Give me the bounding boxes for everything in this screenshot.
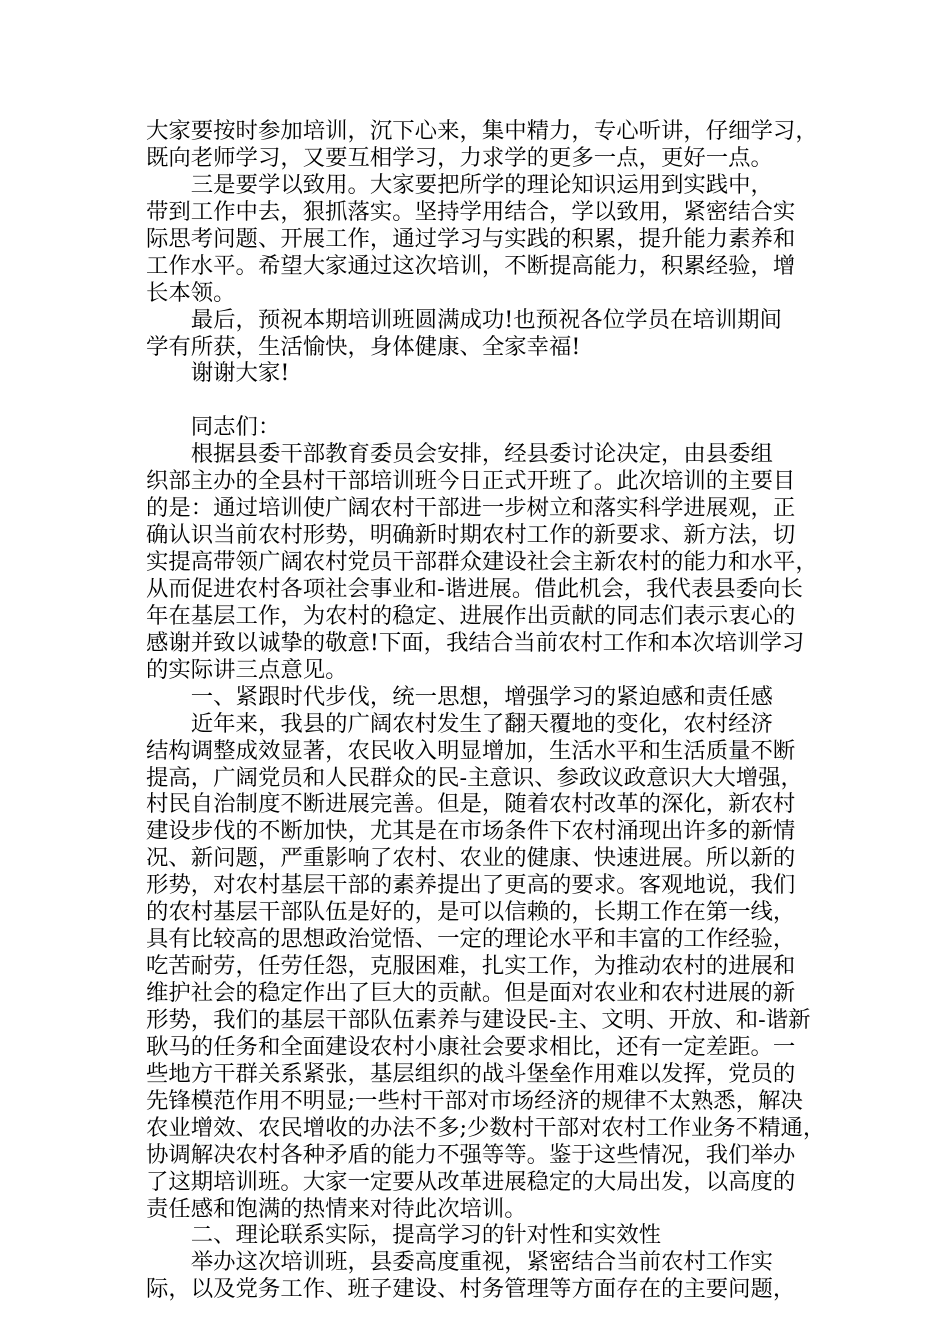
text-line: 最后，预祝本期培训班圆满成功!也预祝各位学员在培训期间 — [146, 306, 782, 333]
text-line: 协调解决农村各种矛盾的能力不强等等。鉴于这些情况，我们举办 — [146, 1141, 796, 1168]
text-line: 带到工作中去，狠抓落实。坚持学用结合，学以致用，紧密结合实 — [146, 198, 796, 225]
text-line: 了这期培训班。大家一定要从改革进展稳定的大局出发，以高度的 — [146, 1168, 796, 1195]
text-line: 际思考问题、开展工作，通过学习与实践的积累，提升能力素养和 — [146, 225, 796, 252]
text-line: 谢谢大家! — [146, 360, 290, 387]
text-line: 耿马的任务和全面建设农村小康社会要求相比，还有一定差距。一 — [146, 1033, 796, 1060]
text-line: 形势，对农村基层干部的素养提出了更高的要求。客观地说，我们 — [146, 872, 796, 899]
text-line: 责任感和饱满的热情来对待此次培训。 — [146, 1195, 527, 1222]
text-line: 维护社会的稳定作出了巨大的贡献。但是面对农业和农村进展的新 — [146, 980, 796, 1006]
text-line: 工作水平。希望大家通过这次培训，不断提高能力，积累经验，增 — [146, 252, 796, 279]
text-line: 的实际讲三点意见。 — [146, 656, 348, 683]
text-line: 确认识当前农村形势，明确新时期农村工作的新要求、新方法，切 — [146, 522, 796, 549]
text-line: 际，以及党务工作、班子建设、村务管理等方面存在的主要问题， — [146, 1276, 796, 1303]
text-line: 先锋模范作用不明显;一些村干部对市场经济的规律不太熟悉，解决 — [146, 1087, 803, 1114]
text-line: 大家要按时参加培训，沉下心来，集中精力，专心听讲，仔细学习， — [146, 118, 818, 144]
text-line: 长本领。 — [146, 279, 236, 306]
text-line: 的农村基层干部队伍是好的，是可以信赖的，长期工作在第一线， — [146, 899, 796, 926]
text-line: 建设步伐的不断加快，尤其是在市场条件下农村涌现出许多的新情 — [146, 818, 796, 845]
text-line: 根据县委干部教育委员会安排，经县委讨论决定，由县委组 — [146, 441, 773, 468]
text-line: 二、理论联系实际，提高学习的针对性和实效性 — [146, 1222, 661, 1249]
text-line: 结构调整成效显著，农民收入明显增加，生活水平和生活质量不断 — [146, 737, 796, 764]
document-page — [146, 118, 826, 1303]
text-line: 既向老师学习，又要互相学习，力求学的更多一点，更好一点。 — [146, 144, 773, 171]
text-line: 同志们： — [146, 414, 281, 441]
text-line: 况、新问题，严重影响了农村、农业的健康、快速进展。所以新的 — [146, 845, 796, 872]
text-line: 些地方干群关系紧张，基层组织的战斗堡垒作用难以发挥，党员的 — [146, 1060, 796, 1087]
text-line: 感谢并致以诚挚的敬意!下面，我结合当前农村工作和本次培训学习 — [146, 629, 805, 656]
text-line: 三是要学以致用。大家要把所学的理论知识运用到实践中， — [146, 171, 773, 198]
blank-line — [146, 387, 810, 414]
text-line: 年在基层工作，为农村的稳定、进展作出贡献的同志们表示衷心的 — [146, 602, 796, 629]
text-line: 从而促进农村各项社会事业和-谐进展。借此机会，我代表县委向长 — [146, 575, 803, 602]
text-line: 农业增效、农民增收的办法不多;少数村干部对农村工作业务不精通， — [146, 1114, 826, 1141]
text-line: 形势，我们的基层干部队伍素养与建设民-主、文明、开放、和-谐新 — [146, 1006, 811, 1033]
text-line: 吃苦耐劳，任劳任怨，克服困难，扎实工作，为推动农村的进展和 — [146, 953, 796, 980]
text-line: 一、紧跟时代步伐，统一思想，增强学习的紧迫感和责任感 — [146, 683, 773, 710]
text-line: 学有所获，生活愉快，身体健康、全家幸福! — [146, 333, 581, 360]
text-line: 具有比较高的思想政治觉悟、一定的理论水平和丰富的工作经验， — [146, 926, 796, 953]
text-line: 村民自治制度不断进展完善。但是，随着农村改革的深化，新农村 — [146, 791, 796, 818]
text-line: 近年来，我县的广阔农村发生了翻天覆地的变化，农村经济 — [146, 710, 773, 737]
text-line: 的是：通过培训使广阔农村干部进一步树立和落实科学进展观，正 — [146, 495, 796, 522]
text-line: 举办这次培训班，县委高度重视，紧密结合当前农村工作实 — [146, 1249, 773, 1276]
text-line: 提高，广阔党员和人民群众的民-主意识、参政议政意识大大增强， — [146, 764, 803, 791]
text-line: 织部主办的全县村干部培训班今日正式开班了。此次培训的主要目 — [146, 468, 796, 495]
text-line: 实提高带领广阔农村党员干部群众建设社会主新农村的能力和水平， — [146, 549, 818, 575]
